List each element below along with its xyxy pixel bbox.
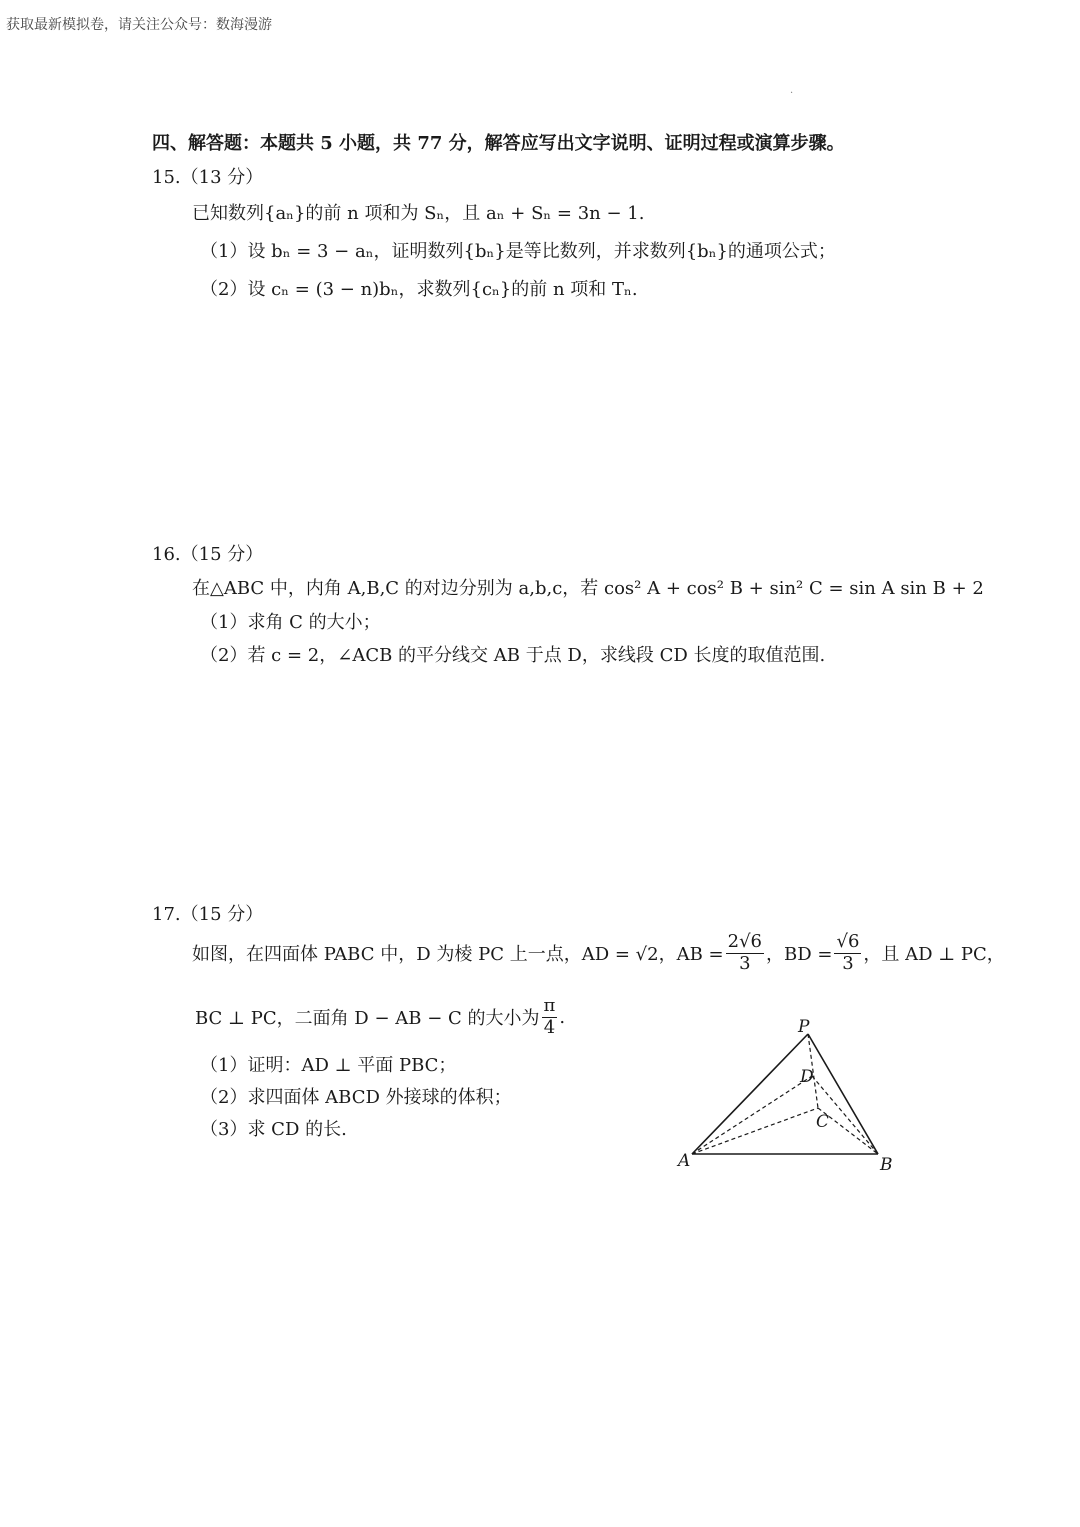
vertex-label-p: P bbox=[798, 1017, 810, 1037]
vertex-label-d: D bbox=[800, 1067, 814, 1087]
q17-stem2-b: . bbox=[559, 1006, 566, 1028]
fraction-bd-numerator: √6 bbox=[836, 931, 860, 952]
fraction-pi-numerator: π bbox=[543, 995, 556, 1016]
vertex-label-b: B bbox=[880, 1155, 893, 1175]
fraction-ab-denominator: 3 bbox=[739, 952, 751, 974]
q16-part1: （1）求角 C 的大小； bbox=[200, 612, 381, 633]
q16-stem: 在△ABC 中，内角 A,B,C 的对边分别为 a,b,c，若 cos² A + cos² B + sin² C = sin A sin B + 2 bbox=[192, 578, 984, 599]
section-heading: 四、解答题：本题共 5 小题，共 77 分，解答应写出文字说明、证明过程或演算步骤。 bbox=[152, 133, 845, 154]
q17-stem-a: 如图，在四面体 PABC 中，D 为棱 PC 上一点，AD = √2，AB = bbox=[192, 944, 724, 966]
q15-stem: 已知数列{aₙ}的前 n 项和为 Sₙ，且 aₙ + Sₙ = 3n − 1. bbox=[192, 203, 645, 224]
q17-stem2-a: BC ⊥ PC，二面角 D − AB − C 的大小为 bbox=[195, 1008, 540, 1030]
q15-part1: （1）设 bₙ = 3 − aₙ，证明数列{bₙ}是等比数列，并求数列{bₙ}的通项公式； bbox=[200, 241, 836, 262]
q17-stem-c: ，且 AD ⊥ PC， bbox=[863, 944, 1005, 966]
q17-stem-line2 bbox=[195, 996, 565, 1038]
fraction-ab bbox=[726, 932, 764, 974]
q16-header: 16.（15 分） bbox=[152, 544, 264, 565]
fraction-ab-numerator: 2√6 bbox=[727, 931, 762, 952]
q15-header: 15.（13 分） bbox=[152, 167, 264, 188]
fraction-bd bbox=[834, 932, 861, 974]
edge-pa bbox=[692, 1034, 808, 1154]
q17-stem-b: ，BD = bbox=[766, 944, 833, 966]
q17-part3: （3）求 CD 的长. bbox=[200, 1119, 347, 1140]
watermark-text: 获取最新模拟卷，请关注公众号：数海漫游 bbox=[6, 17, 272, 33]
edge-pb bbox=[808, 1034, 878, 1154]
fraction-pi-denominator: 4 bbox=[543, 1016, 556, 1038]
stray-mark: · bbox=[790, 88, 794, 99]
edge-ad bbox=[692, 1076, 812, 1154]
tetrahedron-figure bbox=[670, 1010, 910, 1180]
q17-part1: （1）证明：AD ⊥ 平面 PBC； bbox=[200, 1055, 457, 1076]
q16-part2: （2）若 c = 2，∠ACB 的平分线交 AB 于点 D，求线段 CD 长度的取值范围. bbox=[200, 645, 826, 666]
q17-stem-line1 bbox=[192, 932, 1005, 974]
fraction-bd-denominator: 3 bbox=[842, 952, 854, 974]
vertex-label-a: A bbox=[678, 1151, 691, 1171]
q17-header: 17.（15 分） bbox=[152, 904, 264, 925]
fraction-pi-over-4 bbox=[542, 996, 558, 1038]
vertex-label-c: C bbox=[816, 1112, 830, 1132]
q15-part2: （2）设 cₙ = (3 − n)bₙ，求数列{cₙ}的前 n 项和 Tₙ. bbox=[200, 279, 638, 300]
q17-part2: （2）求四面体 ABCD 外接球的体积； bbox=[200, 1087, 512, 1108]
edge-ac bbox=[692, 1108, 818, 1154]
